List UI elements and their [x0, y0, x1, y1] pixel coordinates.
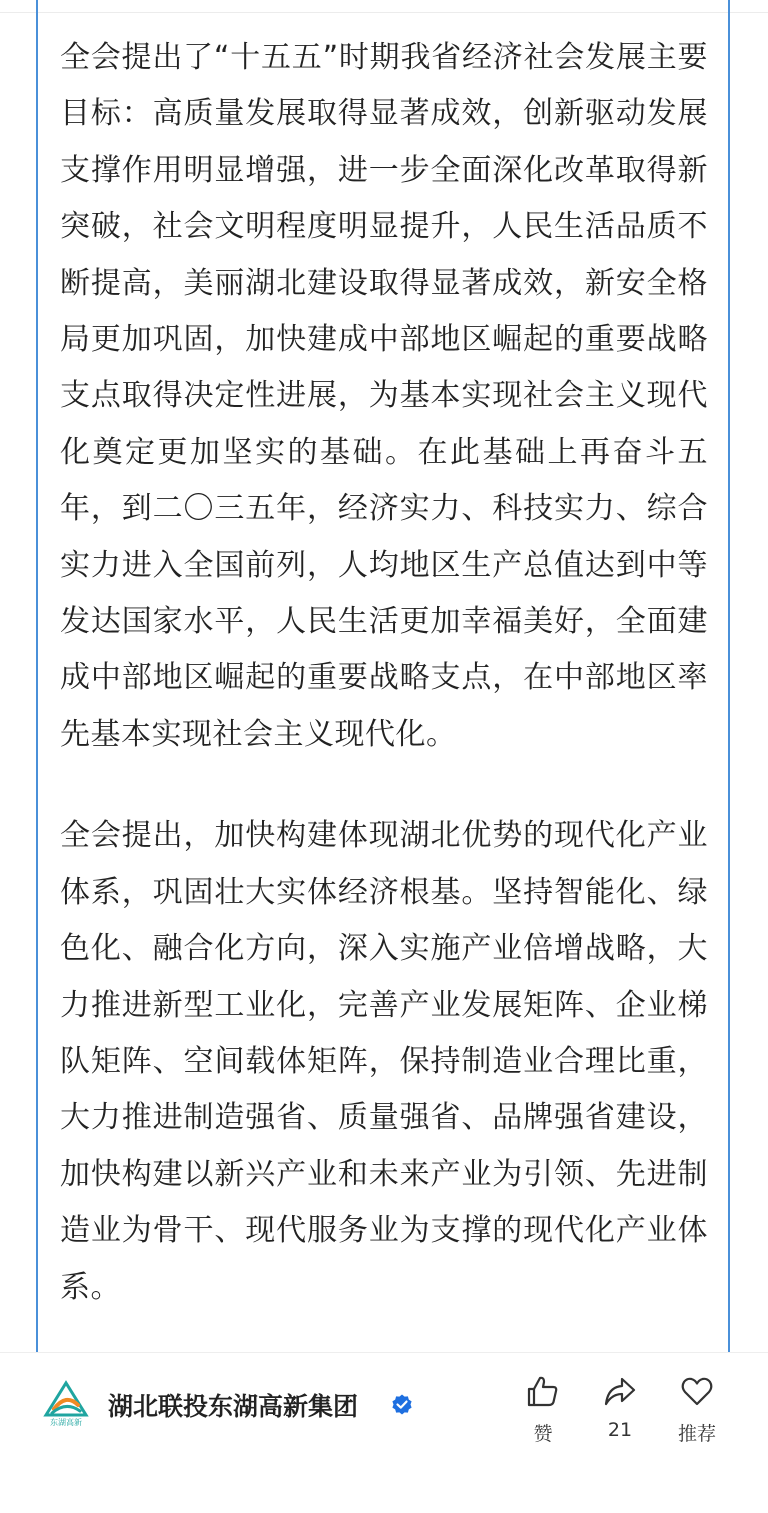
share-count: 21 — [607, 1419, 633, 1441]
heart-icon — [679, 1373, 715, 1409]
verified-badge-icon — [390, 1393, 414, 1417]
thumbs-up-icon — [525, 1373, 561, 1409]
share-button[interactable] — [580, 1373, 660, 1441]
logo-caption: 东湖高新 — [50, 1418, 82, 1427]
author-logo-icon[interactable] — [42, 1379, 90, 1427]
share-arrow-icon — [602, 1373, 638, 1409]
like-label: 赞 — [533, 1423, 553, 1445]
article-paragraph-2: 全会提出，加快构建体现湖北优势的现代化产业体系，巩固壮大实体经济根基。坚持智能化、绿色化、融合化方向，深入实施产业倍增战略，大力推进新型工业化，完善产业发展矩阵、企业梯队矩阵、空间载体矩阵，保持制造业合理比重，大力推进制造强省、质量强省、品牌强省建设，加快构建以新兴产业和未来产业为引领、先进制造业为骨干、现代服务业为支撑的现代化产业体系。 — [60, 818, 708, 1305]
article-paragraph-1: 全会提出了“十五五”时期我省经济社会发展主要目标：高质量发展取得显著成效，创新驱动发展支撑作用明显增强，进一步全面深化改革取得新突破，社会文明程度明显提升，人民生活品质不断提高，美丽湖北建设取得显著成效，新安全格局更加巩固，加快建成中部地区崛起的重要战略支点取得决定性进展，为基本实现社会主义现代化奠定更加坚实的基础。在此基础上再奋斗五年，到二〇三五年，经济实力、科技实力、综合实力进入全国前列，人均地区生产总值达到中等发达国家水平，人民生活更加幸福美好，全面建成中部地区崛起的重要战略支点，在中部地区率先基本实现社会主义现代化。 — [60, 40, 708, 752]
article-body — [60, 30, 708, 1316]
author-name[interactable]: 湖北联投东湖高新集团 — [108, 1392, 359, 1421]
author-footer-bar — [0, 1352, 768, 1513]
recommend-label: 推荐 — [677, 1423, 716, 1445]
like-button[interactable] — [503, 1373, 583, 1446]
recommend-button[interactable] — [657, 1373, 737, 1446]
